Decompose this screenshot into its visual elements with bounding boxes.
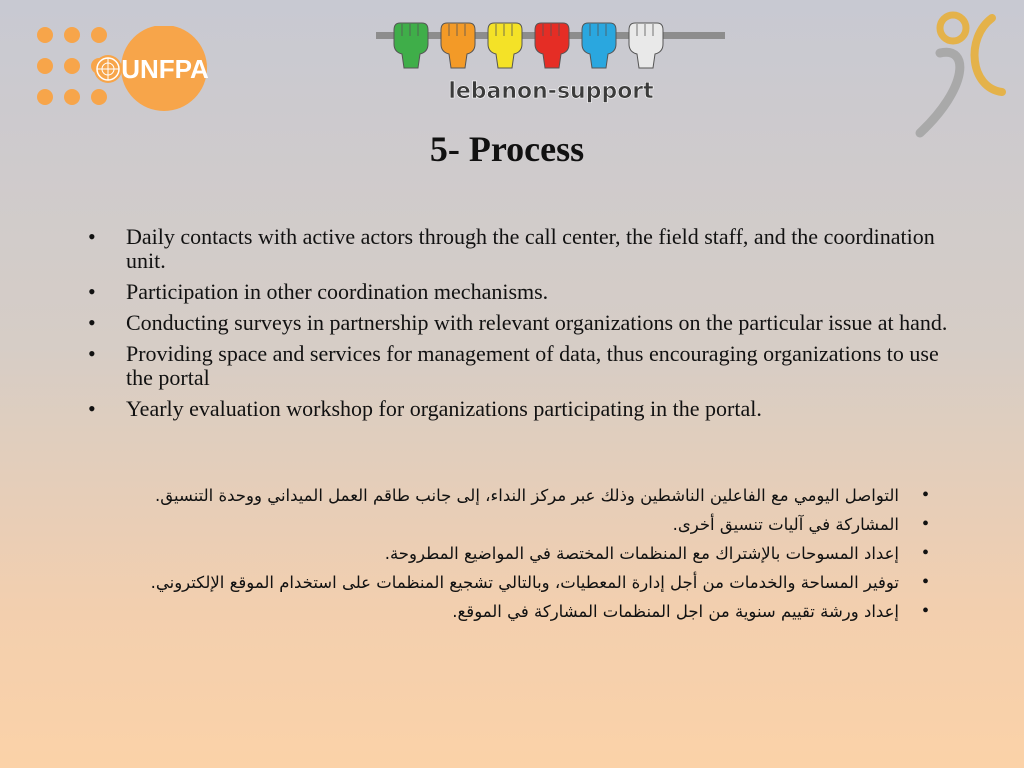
- list-item: [92, 541, 937, 566]
- list-item: [88, 311, 948, 335]
- english-bullet-list: [88, 225, 948, 428]
- lebanon-support-text: lebanon-support: [448, 79, 654, 104]
- arabic-bullet-list: [92, 483, 937, 628]
- fist-icon: [629, 23, 663, 68]
- bullet-text: Participation in other coordination mechanisms.: [126, 279, 549, 304]
- bullet-text: المشاركة في آليات تنسيق أخرى.: [672, 515, 899, 534]
- bullet-text: إعداد المسوحات بالإشتراك مع المنظمات المختصة في المواضيع المطروحة.: [384, 544, 899, 563]
- fist-icon: [488, 23, 522, 68]
- list-item: [92, 570, 937, 595]
- list-item: [92, 512, 937, 537]
- bullet-text: Conducting surveys in partnership with relevant organizations on the particular issue at hand.: [126, 310, 948, 335]
- bullet-icon: •: [921, 513, 929, 535]
- bullet-text: توفير المساحة والخدمات من أجل إدارة المعطيات، وبالتالي تشجيع المنظمات على استخدام الموقع الإلكتروني.: [150, 573, 899, 592]
- stylized-figure-logo: [910, 8, 1010, 140]
- fist-icon: [535, 23, 569, 68]
- list-item: [88, 280, 948, 304]
- fist-icon: [394, 23, 428, 68]
- bullet-icon: •: [88, 341, 96, 366]
- bullet-text: إعداد ورشة تقييم سنوية من اجل المنظمات المشاركة في الموقع.: [452, 602, 899, 621]
- bullet-icon: •: [88, 396, 96, 421]
- list-item: [92, 483, 937, 508]
- bullet-icon: •: [88, 310, 96, 335]
- list-item: [92, 599, 937, 624]
- bullet-text: Yearly evaluation workshop for organizations participating in the portal.: [126, 396, 762, 421]
- unfpa-text: UNFPA: [121, 54, 209, 84]
- bullet-icon: •: [921, 484, 929, 506]
- fist-icon: [582, 23, 616, 68]
- bullet-text: Daily contacts with active actors through the call center, the field staff, and the coordination unit.: [126, 224, 935, 273]
- fist-icon: [441, 23, 475, 68]
- bullet-icon: •: [921, 600, 929, 622]
- list-item: [88, 397, 948, 421]
- bullet-icon: •: [921, 571, 929, 593]
- list-item: [88, 225, 948, 273]
- bullet-text: Providing space and services for management of data, thus encouraging organizations to use the portal: [126, 341, 939, 390]
- list-item: [88, 342, 948, 390]
- bullet-icon: •: [88, 279, 96, 304]
- lebanon-support-logo: [373, 18, 728, 108]
- bullet-icon: •: [921, 542, 929, 564]
- raised-fists-icon: [394, 23, 663, 68]
- bullet-text: التواصل اليومي مع الفاعلين الناشطين وذلك عبر مركز النداء، إلى جانب طاقم العمل الميداني ووحدة التنسيق.: [154, 486, 899, 505]
- bullet-icon: •: [88, 224, 96, 249]
- unfpa-logo: [36, 26, 211, 116]
- slide-title: 5- Process: [429, 129, 585, 169]
